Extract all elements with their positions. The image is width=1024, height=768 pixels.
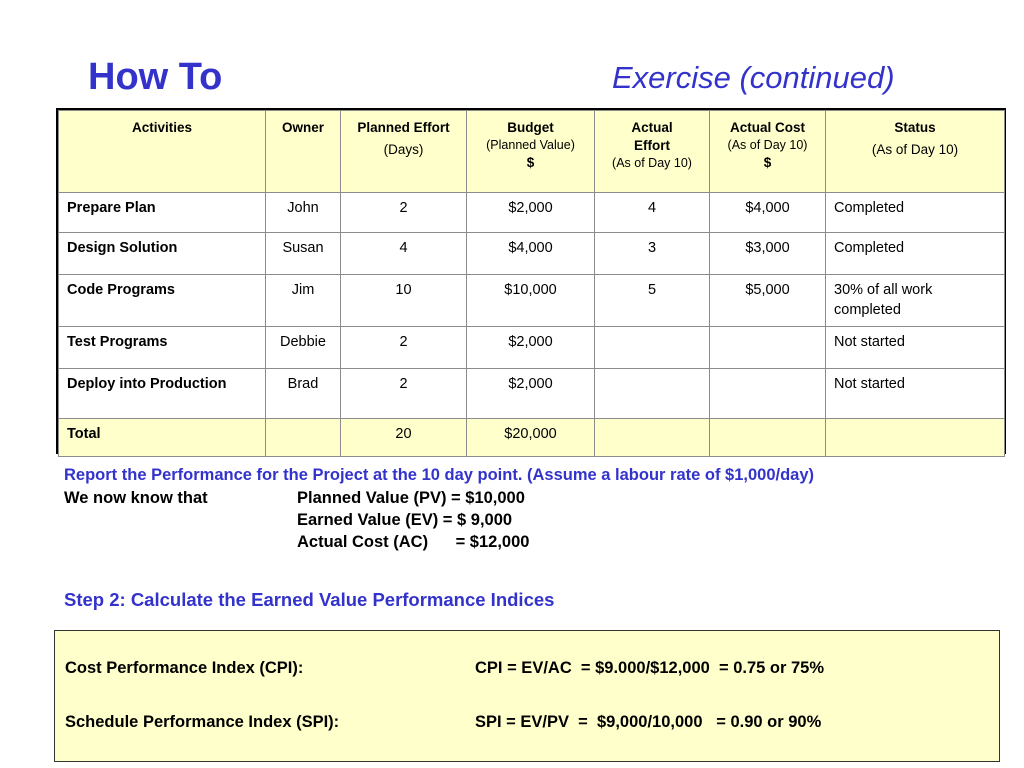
header-status-line1: Status — [894, 120, 936, 135]
header-status — [826, 111, 1005, 193]
step-heading: Step 2: Calculate the Earned Value Performance Indices — [64, 589, 555, 610]
cell-effort: 4 — [595, 193, 710, 233]
header-planned-effort — [341, 111, 467, 193]
cpi-formula: CPI = EV/AC = $9.000/$12,000 = 0.75 or 75% — [475, 659, 825, 677]
header-planned-effort-line2: (Days) — [383, 142, 424, 158]
cell-activity: Design Solution — [59, 233, 266, 275]
header-budget — [467, 111, 595, 193]
cell-total-effort — [595, 419, 710, 457]
cell-cost: $5,000 — [710, 275, 826, 327]
header-actual-effort-line3: (As of Day 10) — [612, 156, 692, 171]
activities-table — [56, 108, 1006, 454]
cell-activity: Prepare Plan — [59, 193, 266, 233]
header-actual-effort-line1: Actual — [631, 120, 673, 135]
cell-planned: 2 — [341, 369, 467, 419]
know-label: We now know that — [64, 489, 208, 507]
slide-subtitle: Exercise (continued) — [612, 60, 895, 95]
cell-total-status — [826, 419, 1005, 457]
cell-cost: $3,000 — [710, 233, 826, 275]
table-header-row — [59, 111, 1005, 193]
cpi-label: Cost Performance Index (CPI): — [65, 659, 304, 677]
earned-value-line: Earned Value (EV) = $ 9,000 — [297, 511, 513, 529]
header-activities: Activities — [59, 111, 266, 193]
cell-status: Not started — [826, 327, 1005, 369]
cell-budget: $4,000 — [467, 233, 595, 275]
indices-box — [54, 630, 1000, 762]
table-row — [59, 327, 1005, 369]
header-actual-cost-line1: Actual Cost — [729, 120, 805, 135]
spi-label: Schedule Performance Index (SPI): — [65, 713, 340, 731]
header-budget-line1: Budget — [507, 120, 554, 135]
cell-total-planned: 20 — [341, 419, 467, 457]
header-actual-cost — [710, 111, 826, 193]
cell-planned: 4 — [341, 233, 467, 275]
cell-budget: $2,000 — [467, 369, 595, 419]
cell-effort — [595, 369, 710, 419]
cell-total-cost — [710, 419, 826, 457]
cell-activity: Deploy into Production — [59, 369, 266, 419]
cell-cost — [710, 369, 826, 419]
cell-effort: 3 — [595, 233, 710, 275]
header-planned-effort-line1: Planned Effort — [357, 120, 450, 135]
table-row — [59, 369, 1005, 419]
header-actual-cost-line3: $ — [763, 155, 772, 171]
cell-activity: Test Programs — [59, 327, 266, 369]
cell-owner: Jim — [266, 275, 341, 327]
cell-total-owner — [266, 419, 341, 457]
header-owner: Owner — [266, 111, 341, 193]
table-total-row — [59, 419, 1005, 457]
table-row — [59, 193, 1005, 233]
cell-effort: 5 — [595, 275, 710, 327]
header-actual-effort — [595, 111, 710, 193]
cell-status: Completed — [826, 233, 1005, 275]
cell-planned: 2 — [341, 327, 467, 369]
header-status-line2: (As of Day 10) — [871, 142, 959, 158]
table-row — [59, 275, 1005, 327]
cell-owner: John — [266, 193, 341, 233]
header-actual-cost-line2: (As of Day 10) — [727, 138, 808, 153]
cell-budget: $2,000 — [467, 327, 595, 369]
report-instruction: Report the Performance for the Project at the 10 day point. (Assume a labour rate of $1,000/day) — [64, 466, 815, 484]
header-actual-effort-line2: Effort — [634, 138, 670, 154]
cell-owner: Susan — [266, 233, 341, 275]
cell-budget: $10,000 — [467, 275, 595, 327]
cell-effort — [595, 327, 710, 369]
actual-cost-line: Actual Cost (AC) = $12,000 — [297, 533, 530, 551]
planned-value-line: Planned Value (PV) = $10,000 — [297, 489, 525, 507]
header-budget-line3: $ — [526, 155, 535, 171]
cell-status: Completed — [826, 193, 1005, 233]
cell-activity: Code Programs — [59, 275, 266, 327]
cell-status: 30% of all work completed — [826, 275, 1005, 327]
cell-status: Not started — [826, 369, 1005, 419]
cell-owner: Debbie — [266, 327, 341, 369]
cell-owner: Brad — [266, 369, 341, 419]
header-budget-line2: (Planned Value) — [486, 138, 575, 153]
cell-planned: 2 — [341, 193, 467, 233]
cell-cost — [710, 327, 826, 369]
cell-planned: 10 — [341, 275, 467, 327]
spi-formula: SPI = EV/PV = $9,000/10,000 = 0.90 or 90% — [475, 713, 822, 731]
cell-cost: $4,000 — [710, 193, 826, 233]
cell-total-label: Total — [59, 419, 266, 457]
cell-total-budget: $20,000 — [467, 419, 595, 457]
table-row — [59, 233, 1005, 275]
slide-title: How To — [88, 56, 223, 98]
cell-budget: $2,000 — [467, 193, 595, 233]
